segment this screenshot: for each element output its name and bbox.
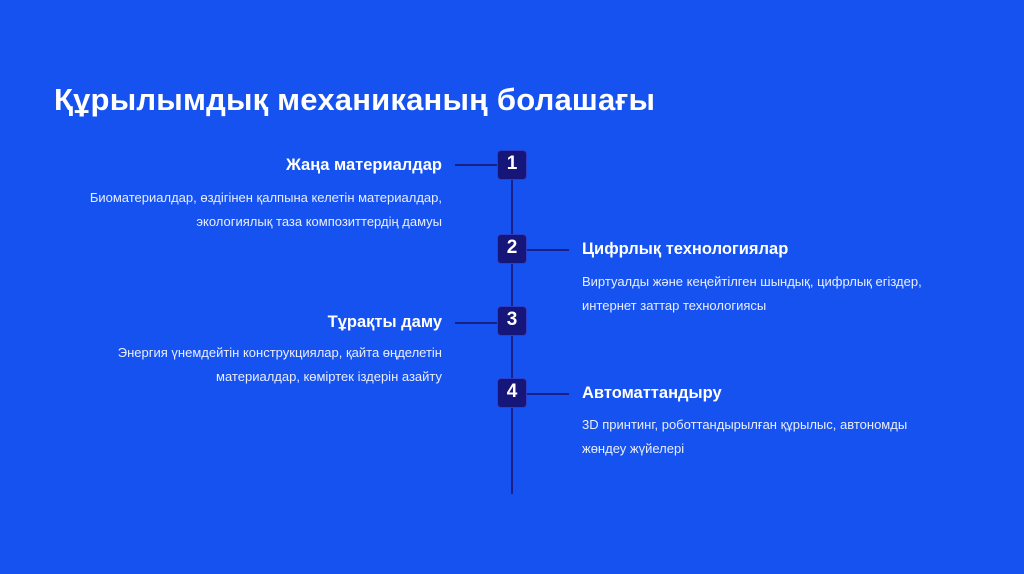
step-desc-2-line-2: интернет заттар технологиясы [582,298,767,313]
step-desc-2-line-1: Виртуалды және кеңейтілген шындық, цифрлық егіздер, [582,274,922,289]
connector-2 [527,249,569,251]
step-desc-2 [582,270,982,318]
connector-1 [455,164,497,166]
connector-4 [527,393,569,395]
slide-title: Құрылымдық механиканың болашағы [54,82,656,117]
step-desc-4 [582,413,982,461]
step-heading-3: Тұрақты даму [327,313,442,331]
step-desc-3-line-2: материалдар, көміртек іздерін азайту [216,369,442,384]
step-desc-1-line-2: экологиялық таза композиттердің дамуы [196,214,442,229]
step-heading-2: Цифрлық технологиялар [582,240,789,258]
step-badge-3: 3 [497,306,527,336]
step-desc-4-line-1: 3D принтинг, роботтандырылған құрылыс, автономды [582,417,908,432]
step-desc-1 [42,186,442,234]
step-heading-4: Автоматтандыру [582,384,722,402]
step-badge-4: 4 [497,378,527,408]
step-badge-2: 2 [497,234,527,264]
connector-3 [455,322,497,324]
step-desc-4-line-2: жөндеу жүйелері [582,441,685,456]
step-heading-1: Жаңа материалдар [285,156,442,174]
step-desc-1-line-1: Биоматериалдар, өздігінен қалпына келетін материалдар, [89,190,442,205]
step-badge-1: 1 [497,150,527,180]
step-desc-3 [42,341,442,389]
step-desc-3-line-1: Энергия үнемдейтін конструкциялар, қайта өңделетін [117,345,442,360]
